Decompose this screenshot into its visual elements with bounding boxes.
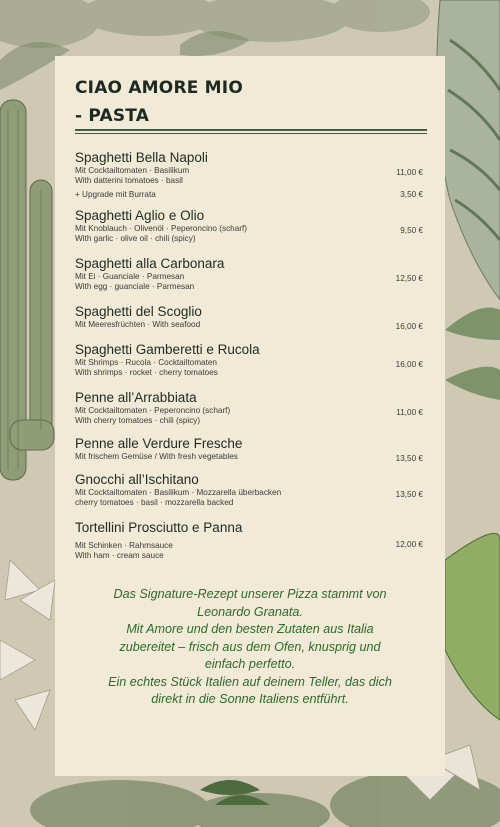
item-name: Tortellini Prosciutto e Panna (75, 520, 243, 535)
menu-item (75, 472, 425, 510)
item-price: 13,50 € (395, 454, 423, 463)
item-name: Penne all’Arrabbiata (75, 390, 197, 405)
menu-card (55, 56, 445, 776)
item-price: 12,50 € (395, 274, 423, 283)
menu-items (75, 150, 425, 564)
item-desc-de: Mit frischem Gemüse / With fresh vegetables (75, 452, 238, 461)
menu-item (75, 208, 425, 246)
note-line: zubereitet – frisch aus dem Ofen, knusprig und (119, 639, 381, 654)
upgrade-line (75, 190, 425, 200)
menu-item (75, 436, 425, 464)
menu-item (75, 390, 425, 428)
item-desc-en: With datterini tomatoes · basil (75, 176, 183, 185)
item-price: 16,00 € (395, 360, 423, 369)
item-desc-de: Mit Knoblauch · Olivenöl · Peperoncino (scharf) (75, 224, 248, 233)
menu-item (75, 520, 425, 564)
note-line: einfach perfetto. (204, 657, 296, 671)
item-price: 16,00 € (395, 322, 423, 331)
item-price: 9,50 € (400, 226, 423, 235)
note-line: Leonardo Granata. (197, 604, 303, 619)
upgrade-price: 3,50 € (400, 190, 423, 199)
menu-title-line2: - PASTA (75, 106, 150, 126)
title-divider (75, 129, 427, 131)
item-price: 12,00 € (395, 540, 423, 549)
item-name: Spaghetti alla Carbonara (75, 256, 225, 271)
menu-item (75, 150, 425, 198)
menu-item (75, 304, 425, 332)
menu-title (75, 74, 243, 130)
menu-title-line1: CIAO AMORE MIO (75, 78, 243, 98)
item-desc-de: Mit Cocktailtomaten · Basilikum (75, 166, 190, 175)
title-divider-thin (75, 133, 427, 134)
item-name: Spaghetti Gamberetti e Rucola (75, 342, 260, 357)
upgrade-label: + Upgrade mit Burrata (75, 190, 156, 199)
item-name: Penne alle Verdure Fresche (75, 436, 243, 451)
note-line: Das Signature-Rezept unserer Pizza stammt von (113, 587, 387, 601)
item-price: 13,50 € (395, 490, 423, 499)
item-desc-de: Mit Shrimps · Rucola · Cocktailtomaten (75, 358, 217, 367)
note-line: Mit Amore und den besten Zutaten aus Italia (126, 622, 374, 636)
item-desc-en: With shrimps · rocket · cherry tomatoes (75, 368, 218, 377)
item-name: Spaghetti Aglio e Olio (75, 208, 205, 223)
menu-item (75, 256, 425, 294)
item-desc-de: Mit Meeresfrüchten · With seafood (75, 320, 201, 329)
item-desc-de: Mit Ei · Guanciale · Parmesan (75, 272, 185, 281)
item-price: 11,00 € (396, 408, 423, 417)
item-price: 11,00 € (396, 168, 423, 177)
item-name: Spaghetti Bella Napoli (75, 150, 208, 165)
item-name: Spaghetti del Scoglio (75, 304, 202, 319)
menu-item (75, 342, 425, 380)
note-line: Ein echtes Stück Italien auf deinem Teller, das dich (108, 674, 392, 689)
item-desc-en: With cherry tomatoes · chili (spicy) (75, 416, 201, 425)
signature-note (75, 586, 425, 709)
item-name: Gnocchi all’Ischitano (75, 472, 199, 487)
item-desc-de: Mit Cocktailtomaten · Basilikum · Mozzarella überbacken (75, 488, 282, 497)
item-desc-de: Mit Schinken · Rahmsauce (75, 541, 173, 550)
note-line: direkt in die Sonne Italiens entführt. (151, 692, 349, 706)
item-desc-en: cherry tomatoes · basil · mozzarella backed (75, 498, 234, 507)
item-desc-en: With ham · cream sauce (75, 551, 164, 560)
item-desc-en: With egg · guanciale · Parmesan (75, 282, 195, 291)
item-desc-en: With garlic · olive oil · chili (spicy) (75, 234, 196, 243)
item-desc-de: Mit Cocktailtomaten · Peperoncino (scharf) (75, 406, 231, 415)
